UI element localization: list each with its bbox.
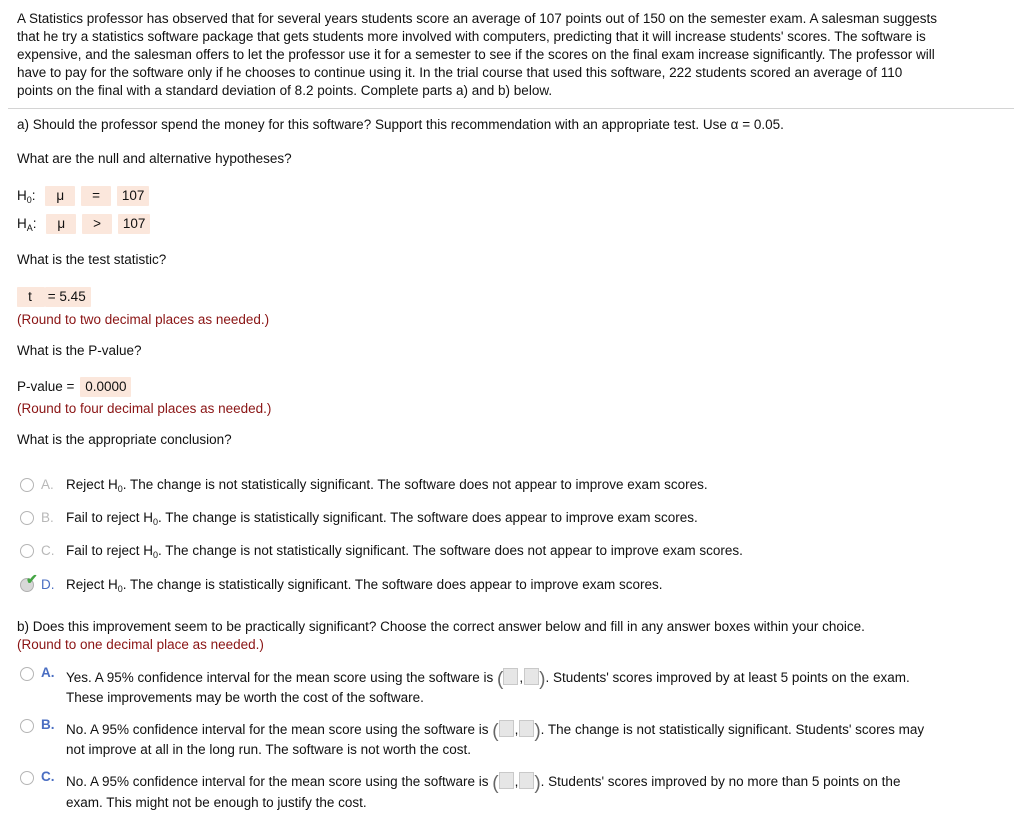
part-b-option-b-line2: not improve at all in the long run. The software is not worth the cost. (66, 742, 471, 757)
option-c-letter: C. (41, 543, 55, 558)
section-divider (8, 108, 1014, 109)
test-statistic-row (17, 287, 91, 307)
ci-lower-input[interactable] (499, 772, 514, 789)
problem-statement (17, 10, 1012, 100)
option-a-text[interactable]: Reject $H_0$. The change is not statistically significant. The software does not appear to improve exam scores. (66, 477, 708, 494)
part-b-option-c-radio[interactable] (20, 771, 34, 785)
statistic-symbol-answer[interactable]: t (17, 287, 45, 307)
ha-label: $H_A$: (17, 216, 37, 233)
ha-parameter-answer[interactable]: μ (46, 214, 76, 234)
ha-operator-answer[interactable]: > (82, 214, 112, 234)
part-b-option-c-letter: C. (41, 769, 55, 784)
ha-value-answer[interactable]: 107 (118, 214, 151, 234)
part-b-option-a-letter: A. (41, 665, 55, 680)
part-b-option-a-text[interactable]: Yes. A 95% confidence interval for the mean score using the software is ( , ). Students' scores improved by at least 5 points on the exam. (66, 669, 910, 690)
option-a-letter: A. (41, 477, 54, 492)
ci-lower-input[interactable] (499, 720, 514, 737)
option-d-letter: D. (41, 577, 55, 592)
option-d-text[interactable]: Reject $H_0$. The change is statistically significant. The software does appear to improve exam scores. (66, 577, 663, 594)
round-hint: (Round to four decimal places as needed.) (17, 401, 272, 416)
checkmark-icon: ✔ (26, 571, 38, 587)
part-b-option-b-letter: B. (41, 717, 55, 732)
p-value-question: What is the P-value? (17, 343, 142, 358)
statistic-value-answer[interactable]: = 5.45 (45, 287, 91, 307)
h0-label: $H_0$: (17, 188, 36, 205)
h0-value-answer[interactable]: 107 (117, 186, 150, 206)
option-a-radio[interactable] (20, 478, 34, 492)
problem-line: points on the final with a standard deviation of 8.2 points. Complete parts a) and b) below. (17, 83, 553, 98)
option-b-radio[interactable] (20, 511, 34, 525)
ci-upper-input[interactable] (524, 668, 539, 685)
part-b-option-c-line2: exam. This might not be enough to justify the cost. (66, 795, 367, 810)
p-value-row (17, 377, 131, 397)
problem-line: expensive, and the salesman offers to let the professor use it for a semester to see if the scores on the final exam increase significantly. The professor will (17, 47, 935, 62)
alt-hypothesis-row (17, 214, 150, 234)
option-c-text[interactable]: Fail to reject $H_0$. The change is not statistically significant. The software does not appear to improve exam scores. (66, 543, 743, 560)
null-hypothesis-row (17, 186, 149, 206)
option-b-letter: B. (41, 510, 54, 525)
p-value-label: P-value = (17, 379, 75, 394)
round-hint: (Round to one decimal place as needed.) (17, 637, 264, 652)
problem-line: have to pay for the software only if he chooses to continue using it. In the trial course that used this software, 222 students scored an average of 110 (17, 65, 903, 80)
ci-lower-input[interactable] (503, 668, 518, 685)
problem-line: that he try a statistics software package that gets students more involved with computers, predicting that it will increase students' scores. The software is (17, 29, 926, 44)
h0-operator-answer[interactable]: = (81, 186, 111, 206)
part-a-question: a) Should the professor spend the money for this software? Support this recommendation with an appropriate test. Use α = 0.05. (17, 117, 784, 132)
test-statistic-question: What is the test statistic? (17, 252, 167, 267)
option-b-text[interactable]: Fail to reject $H_0$. The change is statistically significant. The software does appear to improve exam scores. (66, 510, 698, 527)
ci-upper-input[interactable] (519, 720, 534, 737)
part-b-option-a-radio[interactable] (20, 667, 34, 681)
part-b-option-c-text[interactable]: No. A 95% confidence interval for the mean score using the software is ( , ). Students' scores improved by no more than 5 points on the (66, 773, 901, 794)
ci-upper-input[interactable] (519, 772, 534, 789)
part-b-option-b-text[interactable]: No. A 95% confidence interval for the mean score using the software is ( , ). The change is not statistically significant. Students' scores may (66, 721, 925, 742)
part-b-question: b) Does this improvement seem to be practically significant? Choose the correct answer below and fill in any answer boxes within your choice. (17, 619, 865, 634)
problem-line: A Statistics professor has observed that for several years students score an average of 107 points out of 150 on the semester exam. A salesman suggests (17, 11, 938, 26)
part-b-option-b-radio[interactable] (20, 719, 34, 733)
option-c-radio[interactable] (20, 544, 34, 558)
p-value-answer[interactable]: 0.0000 (80, 377, 131, 397)
hypotheses-question: What are the null and alternative hypotheses? (17, 151, 292, 166)
part-b-option-a-line2: These improvements may be worth the cost of the software. (66, 690, 424, 705)
h0-parameter-answer[interactable]: μ (45, 186, 75, 206)
conclusion-question: What is the appropriate conclusion? (17, 432, 232, 447)
round-hint: (Round to two decimal places as needed.) (17, 312, 270, 327)
